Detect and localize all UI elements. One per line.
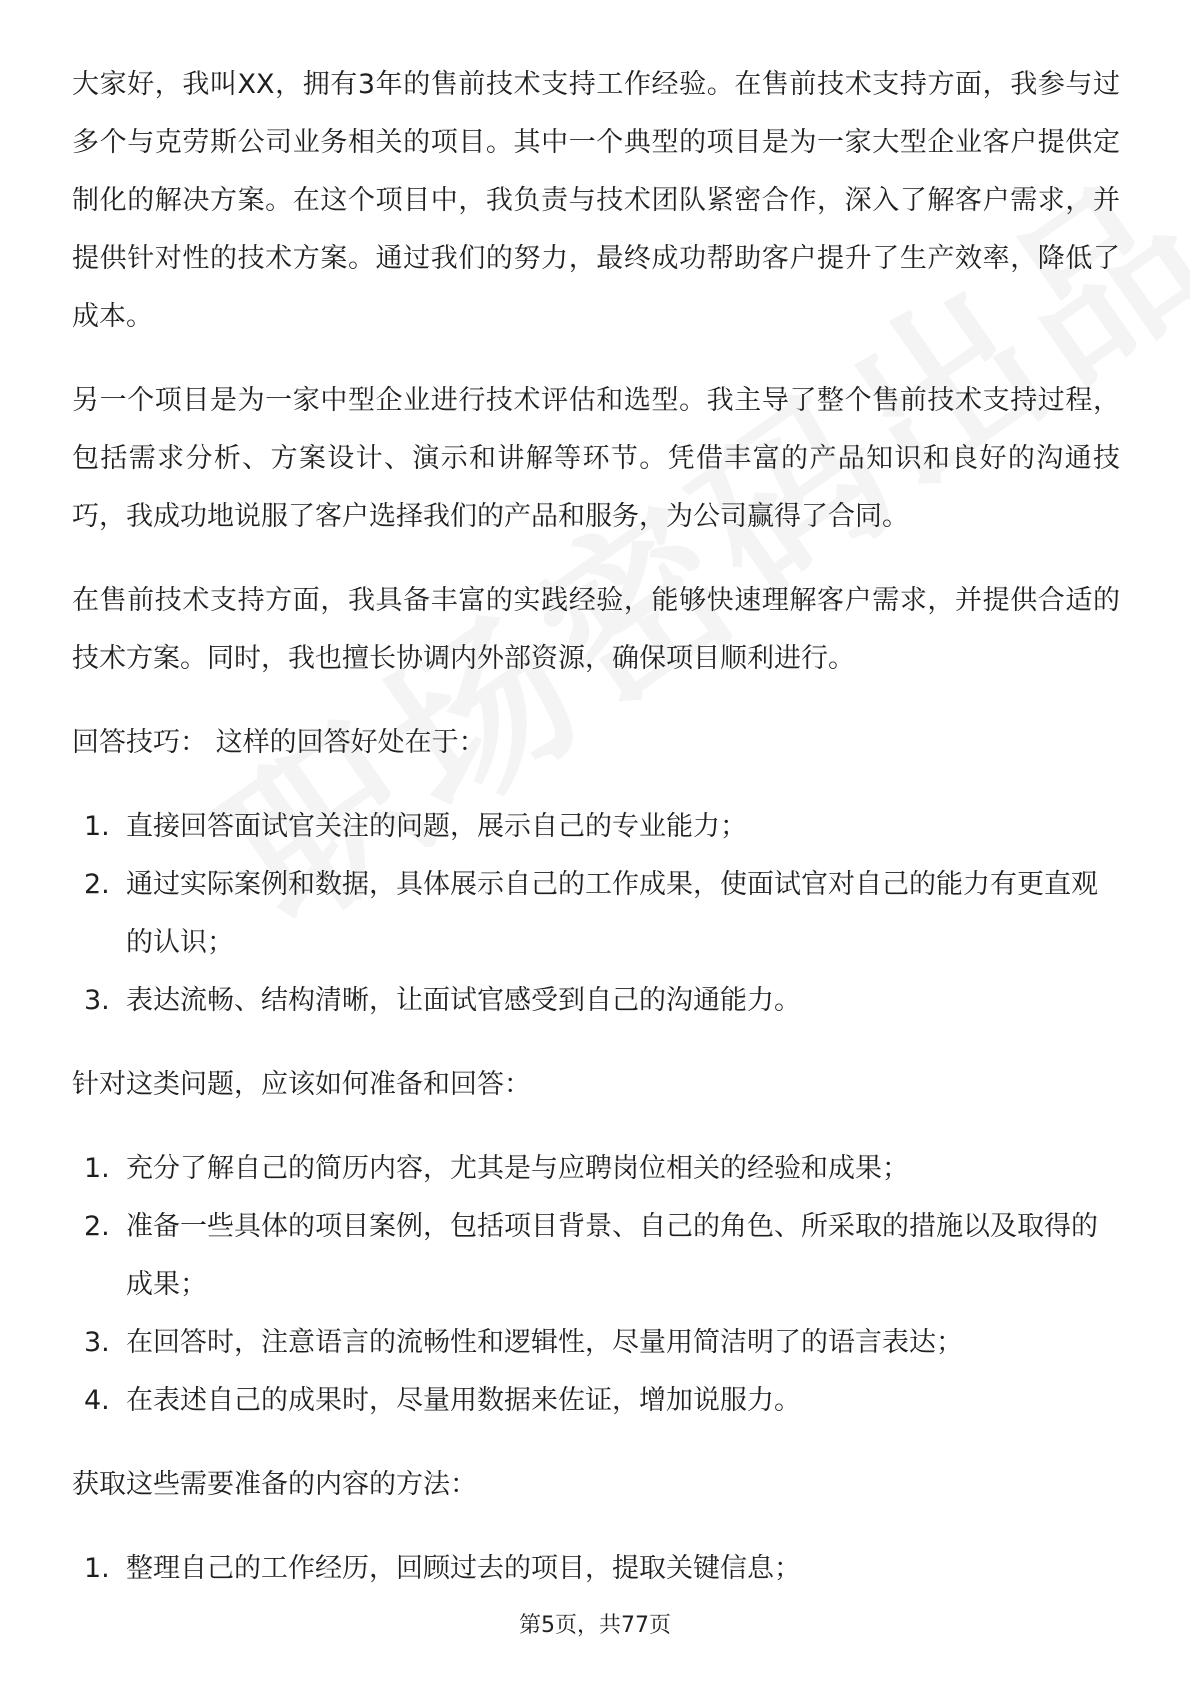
list-item-number: 4. [84,1385,110,1416]
list-item [72,972,1120,1030]
paragraph-intro: 大家好，我叫XX，拥有3年的售前技术支持工作经验。在售前技术支持方面，我参与过多个与克劳斯公司业务相关的项目。其中一个典型的项目是为一家大型企业客户提供定制化的解决方案。在这个项目中，我负责与技术团队紧密合作，深入了解客户需求，并提供针对性的技术方案。通过我们的努力，最终成功帮助客户提升了生产效率，降低了成本。 [72,69,1120,332]
list-item [72,1540,1120,1598]
list-item-number: 1. [84,1153,110,1184]
list-answer-tips [72,798,1120,1030]
list-item-number: 3. [84,1327,110,1358]
heading-how-to-prepare: 针对这类问题，应该如何准备和回答： [72,1069,531,1100]
list-item-text: 表达流畅、结构清晰，让面试官感受到自己的沟通能力。 [126,985,801,1016]
heading-answer-tips: 回答技巧： 这样的回答好处在于： [72,727,486,758]
list-item-text: 整理自己的工作经历，回顾过去的项目，提取关键信息； [126,1553,801,1584]
list-item [72,1198,1120,1314]
list-item-text: 通过实际案例和数据，具体展示自己的工作成果，使面试官对自己的能力有更直观的认识； [126,869,1098,958]
list-item-text: 在回答时，注意语言的流畅性和逻辑性，尽量用简洁明了的语言表达； [126,1327,963,1358]
list-item-number: 2. [84,1211,110,1242]
page-number: 第5页，共77页 [519,1613,671,1638]
list-item-text: 准备一些具体的项目案例，包括项目背景、自己的角色、所采取的措施以及取得的成果； [126,1211,1098,1300]
document-body [72,56,1120,1624]
paragraph-project-two: 另一个项目是为一家中型企业进行技术评估和选型。我主导了整个售前技术支持过程，包括需求分析、方案设计、演示和讲解等环节。凭借丰富的产品知识和良好的沟通技巧，我成功地说服了客户选择我们的产品和服务，为公司赢得了合同。 [72,385,1120,532]
list-item-text: 直接回答面试官关注的问题，展示自己的专业能力； [126,811,747,842]
list-item [72,856,1120,972]
heading-methods: 获取这些需要准备的内容的方法： [72,1469,477,1500]
list-item [72,1314,1120,1372]
list-item-text: 在表述自己的成果时，尽量用数据来佐证，增加说服力。 [126,1385,801,1416]
paragraph-summary: 在售前技术支持方面，我具备丰富的实践经验，能够快速理解客户需求，并提供合适的技术方案。同时，我也擅长协调内外部资源，确保项目顺利进行。 [72,585,1120,674]
list-item-number: 3. [84,985,110,1016]
list-item-number: 1. [84,1553,110,1584]
list-item [72,1372,1120,1430]
list-item [72,798,1120,856]
list-item [72,1140,1120,1198]
list-item-text: 充分了解自己的简历内容，尤其是与应聘岗位相关的经验和成果； [126,1153,909,1184]
list-how-to-prepare [72,1140,1120,1430]
list-methods [72,1540,1120,1598]
list-item-number: 2. [84,869,110,900]
list-item-number: 1. [84,811,110,842]
